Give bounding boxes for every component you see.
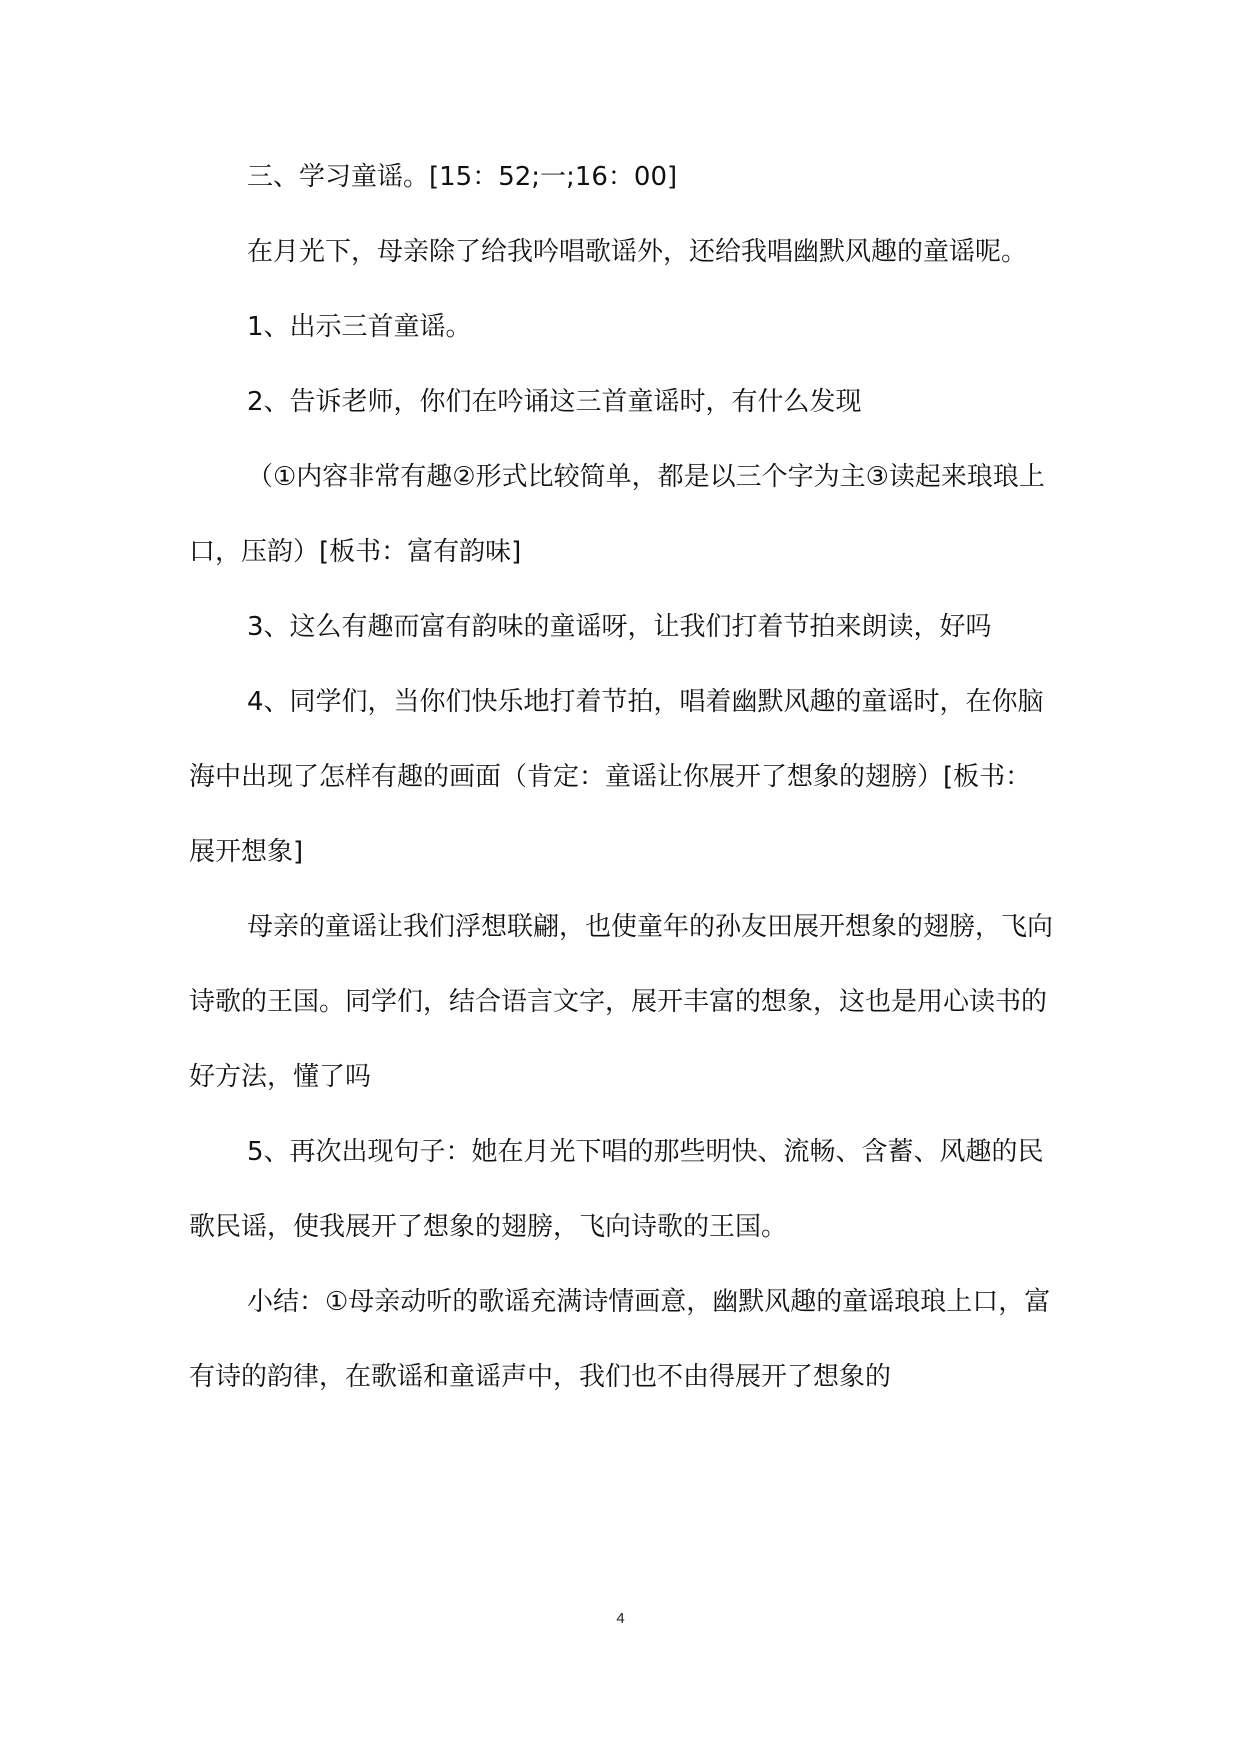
page-number: 4 [616, 1610, 625, 1627]
paragraph: （①内容非常有趣②形式比较简单，都是以三个字为主③读起来琅琅上口，压韵）[板书：富有韵味] [189, 462, 1045, 567]
list-item: 4、同学们，当你们快乐地打着节拍，唱着幽默风趣的童谣时，在你脑海中出现了怎样有趣的画面（肯定：童谣让你展开了想象的翅膀）[板书：展开想象] [189, 687, 1044, 867]
list-item: 1、出示三首童谣。 [247, 312, 472, 342]
list-item: 3、这么有趣而富有韵味的童谣呀，让我们打着节拍来朗读，好吗 [247, 612, 992, 642]
list-item: 2、告诉老师，你们在吟诵这三首童谣时，有什么发现 [247, 387, 862, 417]
paragraph: 在月光下，母亲除了给我吟唱歌谣外，还给我唱幽默风趣的童谣呢。 [247, 237, 1028, 267]
section-heading: 三、学习童谣。[15：52;一;16：00] [247, 162, 678, 192]
summary-paragraph: 小结：①母亲动听的歌谣充满诗情画意，幽默风趣的童谣琅琅上口，富有诗的韵律，在歌谣和童谣声中，我们也不由得展开了想象的 [189, 1287, 1051, 1392]
list-item: 5、再次出现句子：她在月光下唱的那些明快、流畅、含蓄、风趣的民歌民谣，使我展开了想象的翅膀，飞向诗歌的王国。 [189, 1137, 1044, 1242]
document-body [189, 140, 1055, 1415]
paragraph: 母亲的童谣让我们浮想联翩，也使童年的孙友田展开想象的翅膀，飞向诗歌的王国。同学们，结合语言文字，展开丰富的想象，这也是用心读书的好方法，懂了吗 [189, 912, 1054, 1092]
